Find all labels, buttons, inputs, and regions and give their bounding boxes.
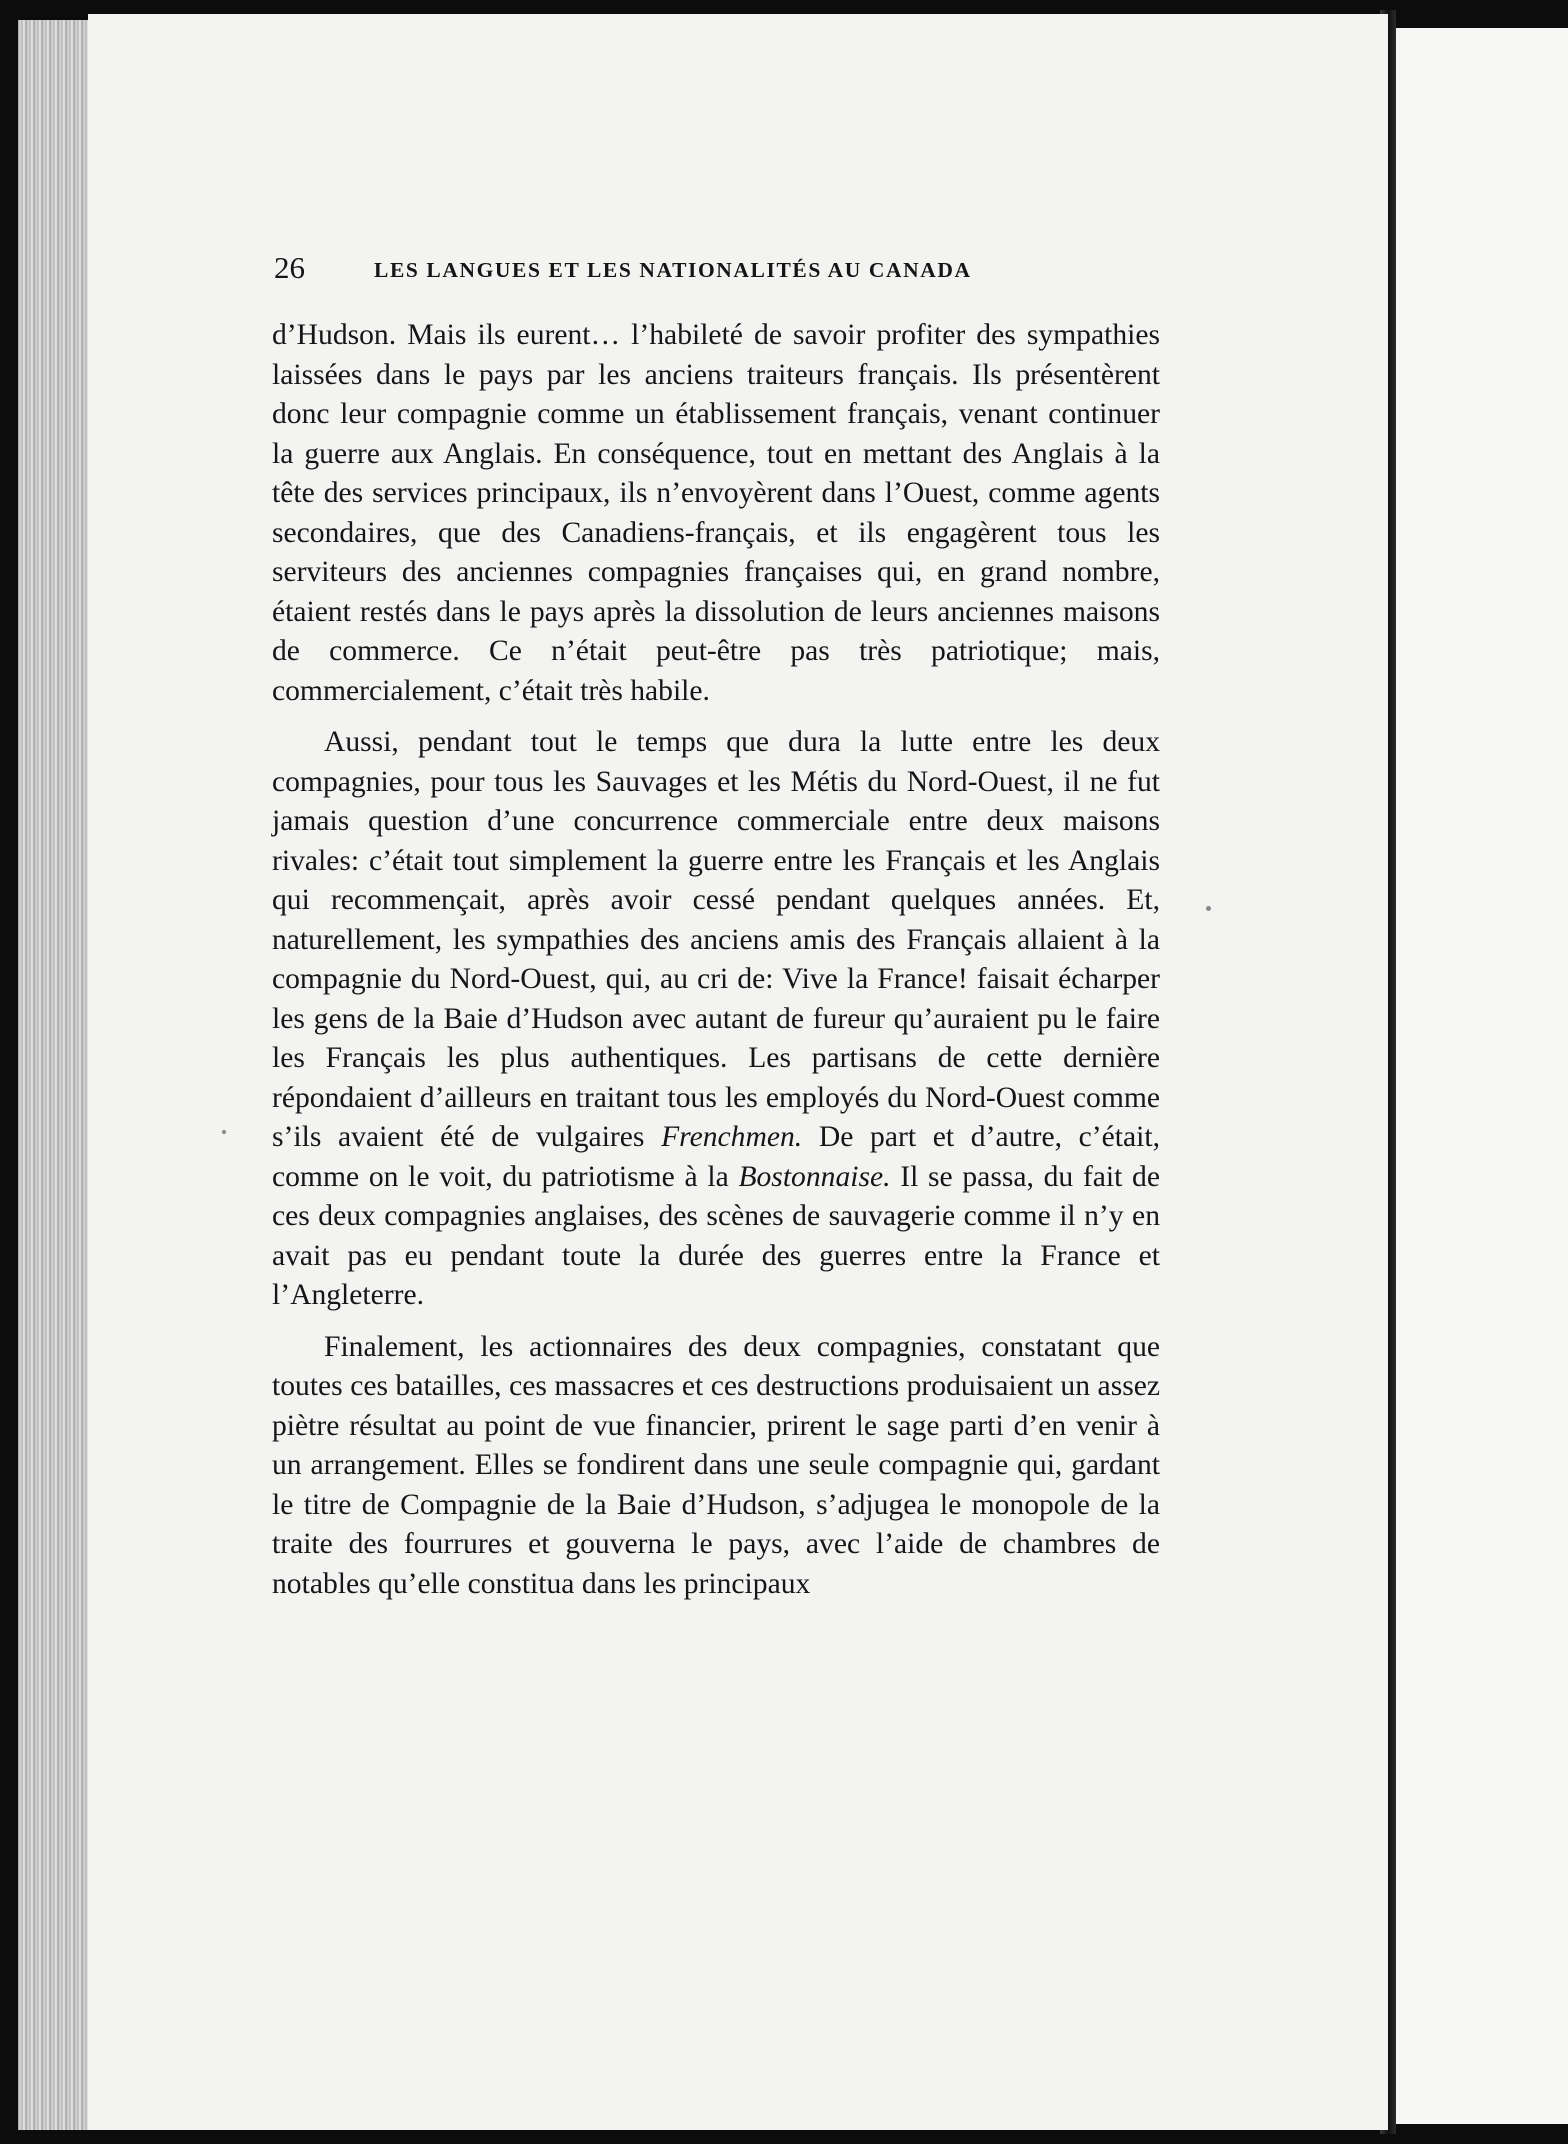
paragraph-3: Finalement, les actionnaires des deux compagnies, constatant que toutes ces batailles, ces massacres et ces destructions produisaient un assez piètre résultat au point de vue financier, prirent le sage parti d’en venir à un arrangement. Elles se fondirent dans une seule compagnie qui, gardant le titre de Compagnie de la Baie d’Hudson, s’adjugea le monopole de la traite des fourrures et gouverna le pays, avec l’aide de chambres de notables qu’elle constitua dans les principaux bbox=[272, 1330, 1160, 1600]
page-number: 26 bbox=[274, 250, 305, 285]
italic-bostonnaise: Bostonnaise. bbox=[738, 1160, 891, 1193]
facing-page-edge bbox=[1396, 28, 1568, 2124]
italic-frenchmen: Frenchmen. bbox=[661, 1121, 803, 1153]
scan-speck bbox=[1206, 906, 1211, 911]
page-edge-stack bbox=[18, 20, 90, 2130]
running-head: LES LANGUES ET LES NATIONALITÉS AU CANADA bbox=[374, 258, 972, 282]
body-text bbox=[272, 316, 1160, 1604]
page-header bbox=[274, 248, 1194, 288]
paragraph-1: d’Hudson. Mais ils eurent… l’habileté de savoir profiter des sympathies laissées dans le pays par les anciens traiteurs français. Ils présentèrent donc leur compagnie comme un établissement français, venant continuer la guerre aux Anglais. En conséquence, tout en mettant des Anglais à la tête des services principaux, ils n’envoyèrent dans l’Ouest, comme agents secondaires, que des Canadiens-français, et ils engagèrent tous les serviteurs des anciennes compagnies françaises qui, en grand nombre, étaient restés dans le pays après la dissolution de leurs anciennes maisons de commerce. Ce n’était peut-être pas très patriotique; mais, commercialement, c’était très habile. bbox=[272, 319, 1160, 707]
paragraph-2-text-end: Il se passa, du fait de ces deux compagnies anglaises, des scènes de sauvagerie comme il n’y en avait pas eu pendant toute la durée des guerres entre la France et l’Angleterre. bbox=[272, 1160, 1160, 1311]
paragraph-2-text-cont: De part et d’autre, c’était, comme on le voit, du patriotisme à la bbox=[272, 1121, 1160, 1193]
paragraph-2 bbox=[272, 723, 1160, 1316]
paragraph-2-text: Aussi, pendant tout le temps que dura la lutte entre les deux compagnies, pour tous les Sauvages et les Métis du Nord-Ouest, il ne fut jamais question d’une concurrence commerciale entre deux maisons rivales: c’était tout simplement la guerre entre les Français et les Anglais qui recommençait, après avoir cessé pendant quelques années. Et, naturellement, les sympathies des anciens amis des Français allaient à la compagnie du Nord-Ouest, qui, au cri de: Vive la France! faisait écharper les gens de la Baie d’Hudson avec autant de fureur qu’auraient pu le faire les Français les plus authentiques. Les partisans de cette dernière répondaient d’ailleurs en traitant tous les employés du Nord-Ouest comme s’ils avaient été de vulgaires bbox=[272, 726, 1160, 1153]
scan-speck bbox=[222, 1130, 226, 1134]
